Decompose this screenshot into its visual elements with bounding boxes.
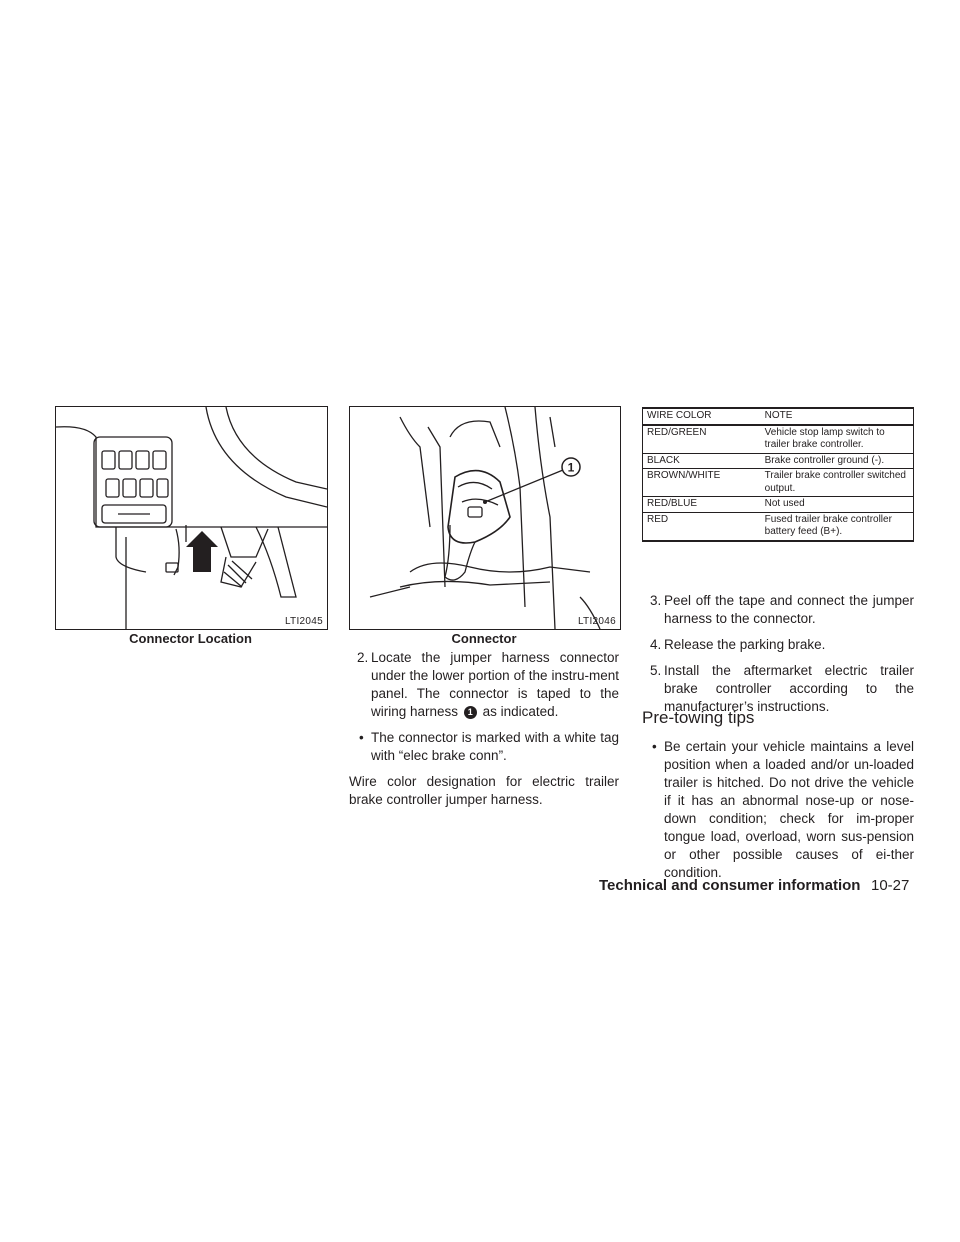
table-header-cell: NOTE — [761, 408, 914, 425]
connector-illustration — [350, 407, 620, 629]
table-cell: BLACK — [643, 453, 761, 469]
step-text-end: as indicated. — [482, 704, 559, 719]
table-row — [643, 512, 914, 541]
section-heading: Pre-towing tips — [642, 708, 755, 727]
bullet-item — [642, 738, 914, 882]
table-cell: BROWN/WHITE — [643, 469, 761, 497]
bullet-text: Be certain your vehicle maintains a level position when a loaded and/or un-loaded trailer is hitched. Do not drive the vehicle if it has an abnormal nose-up or nose-down condition; check for im-proper tongue load, overload, worn sus-pension or other possible causes of ei-ther condition. — [664, 739, 914, 880]
figure-id: LTI2046 — [577, 616, 616, 627]
step-number: 5. — [650, 663, 662, 678]
table-header-row — [643, 408, 914, 425]
bullet-icon: • — [652, 739, 657, 754]
step-3 — [642, 592, 914, 628]
table-row — [643, 425, 914, 454]
step-text: Locate the jumper harness connector under the lower portion of the instru-ment panel. The connector is taped to the wiring harness — [371, 650, 619, 719]
table-cell: RED — [643, 512, 761, 541]
callout-1: 1 — [567, 460, 575, 475]
table-row — [643, 497, 914, 513]
table-cell: Trailer brake controller switched output. — [761, 469, 914, 497]
figure-connector-location — [55, 406, 328, 630]
dashboard-illustration — [56, 407, 327, 629]
figure-caption: Connector — [451, 631, 517, 646]
paragraph: Wire color designation for electric trailer brake controller jumper harness. — [349, 774, 619, 807]
step-number: 2. — [357, 650, 369, 665]
callout-1-icon: 1 — [464, 706, 477, 719]
column-2-text — [349, 649, 619, 817]
step-text: Install the aftermarket electric trailer brake controller according to the manufacturer’s instructions. — [664, 663, 914, 714]
column-3-steps — [642, 592, 914, 724]
figure-caption: Connector Location — [129, 631, 252, 646]
table-cell: Not used — [761, 497, 914, 513]
table-row — [643, 469, 914, 497]
figure-connector — [349, 406, 621, 630]
table-cell: Fused trailer brake controller battery feed (B+). — [761, 512, 914, 541]
page-number: 10-27 — [871, 877, 910, 894]
table-header-cell: WIRE COLOR — [643, 408, 761, 425]
step-2 — [349, 649, 619, 721]
footer-section-title: Technical and consumer information — [599, 877, 861, 894]
wire-color-table — [642, 407, 914, 542]
step-number: 4. — [650, 637, 662, 652]
bullet-icon: • — [359, 730, 364, 745]
table-cell: Brake controller ground (-). — [761, 453, 914, 469]
bullet-text: The connector is marked with a white tag with “elec brake conn”. — [371, 730, 619, 763]
figure-id: LTI2045 — [284, 616, 323, 627]
table-cell: RED/GREEN — [643, 425, 761, 454]
step-number: 3. — [650, 593, 662, 608]
column-3-tips — [642, 738, 914, 890]
bullet-item — [349, 729, 619, 765]
step-text: Peel off the tape and connect the jumper harness to the connector. — [664, 593, 914, 626]
table-cell: Vehicle stop lamp switch to trailer brake controller. — [761, 425, 914, 454]
table-cell: RED/BLUE — [643, 497, 761, 513]
step-4 — [642, 636, 914, 654]
table-row — [643, 453, 914, 469]
step-text: Release the parking brake. — [664, 637, 826, 652]
